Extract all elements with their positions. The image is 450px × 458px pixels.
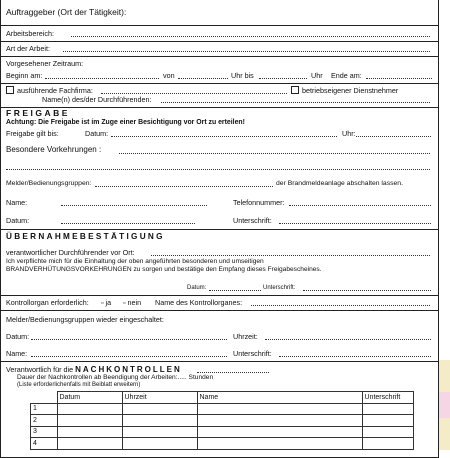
wieder-uhrzeit-field[interactable]: [265, 339, 431, 340]
nachkontrollen-dauer: Dauer der Nachkontrollen ab Beendigung der Arbeiten:..... Stunden: [17, 374, 214, 381]
table-header-row: [31, 392, 414, 404]
freigabe-uhr-label: Uhr:: [342, 129, 356, 138]
table-header-cell: Name: [197, 392, 362, 404]
von-field[interactable]: [178, 78, 228, 79]
wieder-name-label: Name:: [6, 349, 28, 358]
dienstnehmer-option[interactable]: [291, 86, 398, 95]
beginn-field[interactable]: [45, 78, 159, 79]
melder-field[interactable]: [95, 186, 273, 187]
table-header-cell: [31, 392, 58, 404]
freigabe-datum-field[interactable]: [111, 136, 337, 137]
fachfirma-option[interactable]: [6, 86, 93, 95]
auftraggeber-label: Auftraggeber (Ort der Tätigkeit):: [6, 7, 127, 17]
telefon-field[interactable]: [289, 205, 431, 206]
wieder-datum-label: Datum:: [6, 332, 30, 341]
uhr-bis-label: Uhr bis: [231, 71, 254, 80]
nachkontrollen-liste: (Liste erforderlichenfalls mit Beiblatt erweitern): [17, 382, 141, 388]
ja-label: ja: [105, 298, 112, 307]
melder-label: Melder/Bedienungsgruppen:: [6, 180, 92, 187]
fachfirma-field[interactable]: [101, 93, 287, 94]
divider: [1, 41, 438, 42]
ende-field[interactable]: [366, 78, 432, 79]
wieder-datum-field[interactable]: [31, 339, 227, 340]
bis-field[interactable]: [259, 78, 307, 79]
fachfirma-label: ausführende Fachfirma:: [17, 86, 93, 95]
ende-label: Ende am:: [331, 71, 362, 80]
divider: [1, 56, 438, 57]
kontrollorgan-name-label: Name des Kontrollorganes:: [155, 298, 243, 307]
kontrollorgan-name-field[interactable]: [251, 305, 430, 306]
kontrollorgan-nein[interactable]: ▫ nein: [123, 298, 142, 307]
dienstnehmer-label: betriebseigener Dienstnehmer: [302, 86, 399, 95]
uebernahme-text-1: Ich verpflichte mich für die Einhaltung der oben angeführten besonderen und umseitigen: [6, 258, 264, 265]
nachkontrollen-verantwortlich-label: Verantwortlich für die: [6, 365, 74, 374]
von-label: von: [163, 71, 175, 80]
brandmelde-label: der Brandmeldeanlage abschalten lassen.: [276, 180, 403, 187]
fachfirma-checkbox[interactable]: [6, 86, 14, 94]
table-header-cell: Unterschrift: [362, 392, 414, 404]
arbeitsbereich-field[interactable]: [71, 36, 430, 37]
verantwortlich-label: verantwortlicher Durchführender vor Ort:: [6, 248, 135, 257]
freigabe-uhr-field[interactable]: [356, 136, 431, 137]
freigabe-datum2-field[interactable]: [61, 223, 195, 224]
table-row[interactable]: [31, 415, 414, 427]
zeitraum-label: Vorgesehener Zeitraum:: [6, 59, 84, 68]
nein-label: nein: [127, 298, 142, 307]
art-der-arbeit-field[interactable]: [63, 51, 430, 52]
dienstnehmer-checkbox[interactable]: [291, 86, 299, 94]
kontrollorgan-label: Kontrollorgan erforderlich:: [6, 298, 89, 307]
nachkontrollen-table: [30, 391, 414, 450]
nachkontrollen-title: NACHKONTROLLEN: [75, 365, 182, 374]
divider: [1, 83, 438, 84]
telefon-label: Telefonnummer:: [233, 198, 285, 207]
uebernahme-unterschrift-label: Unterschrift:: [263, 285, 296, 291]
kontrollorgan-ja[interactable]: ▫ ja: [101, 298, 112, 307]
table-header-cell: Uhrzeit: [122, 392, 197, 404]
uebernahme-text-2: BRANDVERHÜTUNGSVORKEHRUNGEN zu sorgen und bestätige den Empfang dieses Freigabescheines.: [6, 266, 322, 273]
divider: [1, 361, 438, 362]
divider: [1, 310, 438, 311]
row-number: 2: [31, 415, 58, 427]
durchfuehrende-field[interactable]: [161, 102, 430, 103]
divider: [1, 25, 438, 26]
freigabe-datum2-label: Datum:: [6, 216, 30, 225]
verantwortlich-field[interactable]: [151, 255, 430, 256]
row-number: 1: [31, 403, 58, 415]
freigabe-name-field[interactable]: [61, 205, 207, 206]
uebernahme-datum-field[interactable]: [209, 290, 261, 291]
gilt-bis-label: Freigabe gilt bis:: [6, 129, 59, 138]
uebernahme-title: ÜBERNAHMEBESTÄTIGUNG: [6, 232, 165, 241]
freigabe-title: FREIGABE: [6, 108, 70, 118]
uebernahme-datum-label: Datum:: [187, 285, 207, 291]
wieder-unterschrift-field[interactable]: [279, 356, 431, 357]
vorkehrungen-field-1[interactable]: [119, 153, 430, 154]
table-row[interactable]: [31, 426, 414, 438]
durchfuehrende-label: Name(n) des/der Durchführenden:: [42, 95, 152, 104]
uhr-label: Uhr: [311, 71, 323, 80]
freigabe-name-label: Name:: [6, 198, 28, 207]
wieder-name-field[interactable]: [31, 356, 227, 357]
row-number: 3: [31, 426, 58, 438]
beginn-label: Beginn am:: [6, 71, 43, 80]
wieder-label: Melder/Bedienungsgruppen wieder eingeschaltet:: [6, 315, 164, 324]
vorkehrungen-field-2[interactable]: [6, 169, 430, 170]
arbeitsbereich-label: Arbeitsbereich:: [6, 29, 54, 38]
divider: [1, 229, 438, 230]
vorkehrungen-label: Besondere Vorkehrungen :: [6, 145, 102, 154]
row-number: 4: [31, 438, 58, 450]
art-der-arbeit-label: Art der Arbeit:: [6, 44, 50, 53]
freigabe-achtung: Achtung: Die Freigabe ist im Zuge einer Besichtigung vor Ort zu erteilen!: [6, 119, 245, 126]
table-row[interactable]: [31, 438, 414, 450]
table-header-cell: Datum: [57, 392, 122, 404]
table-row[interactable]: [31, 403, 414, 415]
freigabe-unterschrift-field[interactable]: [279, 223, 431, 224]
freigabe-datum-label: Datum:: [85, 129, 109, 138]
wieder-uhrzeit-label: Uhrzeit:: [233, 332, 258, 341]
uebernahme-unterschrift-field[interactable]: [303, 290, 431, 291]
divider: [1, 295, 438, 296]
freigabe-unterschrift-label: Unterschrift:: [233, 216, 272, 225]
wieder-unterschrift-label: Unterschrift:: [233, 349, 272, 358]
